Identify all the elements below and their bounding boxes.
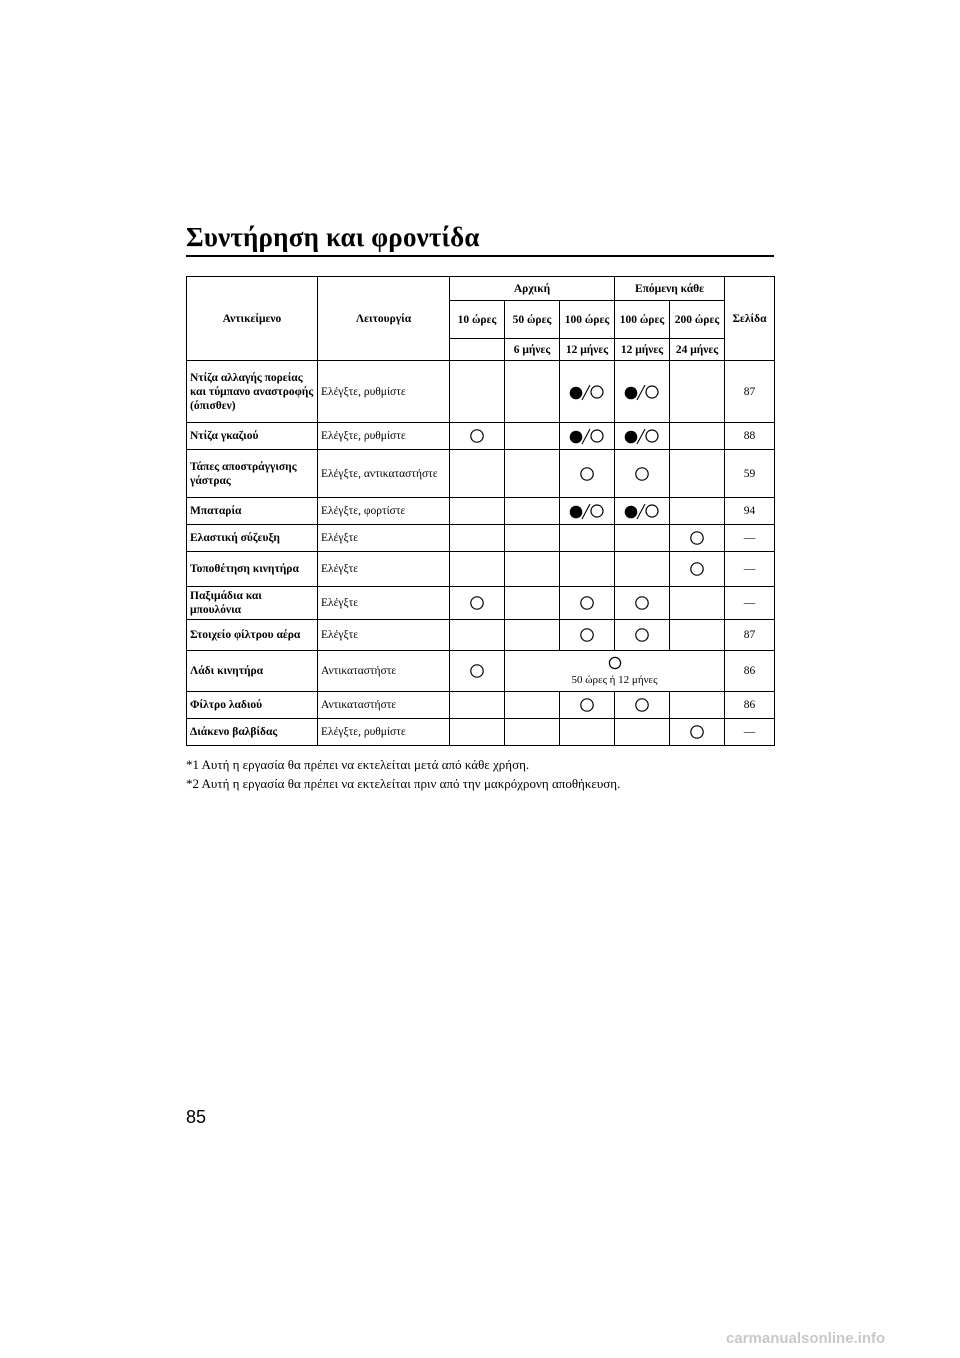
row-item: Ελαστική σύζευξη bbox=[187, 525, 318, 552]
mark-cell bbox=[505, 423, 560, 450]
mark-cell bbox=[670, 498, 725, 525]
mark-cell bbox=[670, 361, 725, 423]
mark-cell bbox=[505, 361, 560, 423]
open-circle-icon bbox=[579, 595, 595, 611]
mark-cell bbox=[450, 423, 505, 450]
header-initial: Αρχική bbox=[450, 277, 615, 301]
mark-cell bbox=[450, 498, 505, 525]
mark-cell bbox=[505, 525, 560, 552]
filled-slash-open-circle-icon bbox=[568, 427, 606, 445]
mark-cell bbox=[670, 587, 725, 620]
row-item: Φίλτρο λαδιού bbox=[187, 692, 318, 719]
open-circle-icon bbox=[634, 595, 650, 611]
mark-cell bbox=[450, 450, 505, 498]
mark-cell bbox=[615, 361, 670, 423]
header-item: Αντικείμενο bbox=[187, 277, 318, 361]
open-circle-icon bbox=[469, 428, 485, 444]
mark-cell bbox=[615, 719, 670, 746]
open-circle-icon bbox=[579, 627, 595, 643]
row-page: 87 bbox=[725, 361, 775, 423]
header-page: Σελίδα bbox=[725, 277, 775, 361]
header-200h-every: 200 ώρες bbox=[670, 301, 725, 339]
row-item: Ντίζα αλλαγής πορείας και τύμπανο αναστροφής (όπισθεν) bbox=[187, 361, 318, 423]
row-item: Παξιμάδια και μπουλόνια bbox=[187, 587, 318, 620]
row-function: Ελέγξτε, αντικαταστήστε bbox=[318, 450, 450, 498]
row-page: — bbox=[725, 719, 775, 746]
mark-cell bbox=[505, 719, 560, 746]
mark-cell bbox=[615, 587, 670, 620]
filled-slash-open-circle-icon bbox=[568, 502, 606, 520]
mark-cell bbox=[615, 692, 670, 719]
mark-cell bbox=[615, 450, 670, 498]
mark-cell bbox=[560, 692, 615, 719]
footnote-2: *2 Αυτή η εργασία θα πρέπει να εκτελείται πριν από την μακρόχρονη αποθήκευση. bbox=[186, 776, 621, 791]
open-circle-icon bbox=[634, 627, 650, 643]
header-24m: 24 μήνες bbox=[670, 339, 725, 361]
open-circle-icon bbox=[634, 697, 650, 713]
row-item: Τάπες αποστράγγισης γάστρας bbox=[187, 450, 318, 498]
row-item: Διάκενο βαλβίδας bbox=[187, 719, 318, 746]
footnote-1: *1 Αυτή η εργασία θα πρέπει να εκτελείται μετά από κάθε χρήση. bbox=[186, 757, 530, 772]
row-item: Μπαταρία bbox=[187, 498, 318, 525]
mark-cell bbox=[670, 719, 725, 746]
mark-cell bbox=[505, 498, 560, 525]
mark-cell bbox=[615, 423, 670, 450]
row-function: Ελέγξτε bbox=[318, 620, 450, 651]
mark-cell bbox=[450, 651, 505, 692]
mark-cell bbox=[450, 587, 505, 620]
row-function: Ελέγξτε bbox=[318, 525, 450, 552]
header-6m: 6 μήνες bbox=[505, 339, 560, 361]
row-function: Ελέγξτε, ρυθμίστε bbox=[318, 361, 450, 423]
mark-cell bbox=[505, 620, 560, 651]
row-function: Ελέγξτε, ρυθμίστε bbox=[318, 719, 450, 746]
page-title: Συντήρηση και φροντίδα bbox=[186, 222, 480, 252]
filled-slash-open-circle-icon bbox=[623, 502, 661, 520]
header-50h: 50 ώρες bbox=[505, 301, 560, 339]
row-function: Ελέγξτε bbox=[318, 552, 450, 587]
filled-slash-open-circle-icon bbox=[568, 383, 606, 401]
row-function: Ελέγξτε bbox=[318, 587, 450, 620]
row-page: 86 bbox=[725, 692, 775, 719]
filled-slash-open-circle-icon bbox=[623, 383, 661, 401]
merged-note: 50 ώρες ή 12 μήνες bbox=[571, 674, 658, 686]
open-circle-icon bbox=[608, 656, 622, 673]
mark-cell bbox=[560, 498, 615, 525]
mark-cell bbox=[450, 552, 505, 587]
mark-cell bbox=[560, 525, 615, 552]
header-12m-initial: 12 μήνες bbox=[560, 339, 615, 361]
mark-cell bbox=[450, 620, 505, 651]
header-10h: 10 ώρες bbox=[450, 301, 505, 339]
open-circle-icon bbox=[689, 561, 705, 577]
title-rule bbox=[186, 255, 774, 257]
mark-cell bbox=[450, 361, 505, 423]
open-circle-icon bbox=[579, 697, 595, 713]
row-page: — bbox=[725, 525, 775, 552]
mark-cell bbox=[670, 450, 725, 498]
mark-cell bbox=[560, 587, 615, 620]
mark-cell bbox=[450, 692, 505, 719]
header-100h-every: 100 ώρες bbox=[615, 301, 670, 339]
mark-cell bbox=[560, 719, 615, 746]
row-page: — bbox=[725, 587, 775, 620]
header-every: Επόμενη κάθε bbox=[615, 277, 725, 301]
row-function: Ελέγξτε, φορτίστε bbox=[318, 498, 450, 525]
mark-cell bbox=[560, 423, 615, 450]
open-circle-icon bbox=[469, 663, 485, 679]
mark-cell bbox=[560, 620, 615, 651]
mark-cell bbox=[670, 692, 725, 719]
mark-cell bbox=[505, 450, 560, 498]
row-page: 59 bbox=[725, 450, 775, 498]
mark-cell bbox=[450, 719, 505, 746]
open-circle-icon bbox=[579, 466, 595, 482]
mark-cell bbox=[670, 525, 725, 552]
open-circle-icon bbox=[469, 595, 485, 611]
mark-cell bbox=[670, 620, 725, 651]
mark-cell bbox=[615, 552, 670, 587]
mark-cell bbox=[615, 620, 670, 651]
mark-cell bbox=[560, 450, 615, 498]
row-function: Αντικαταστήστε bbox=[318, 651, 450, 692]
row-page: — bbox=[725, 552, 775, 587]
maintenance-table bbox=[186, 276, 775, 746]
header-100h-initial: 100 ώρες bbox=[560, 301, 615, 339]
mark-cell bbox=[450, 525, 505, 552]
mark-cell bbox=[505, 552, 560, 587]
row-page: 86 bbox=[725, 651, 775, 692]
row-item: Τοποθέτηση κινητήρα bbox=[187, 552, 318, 587]
mark-cell bbox=[560, 552, 615, 587]
filled-slash-open-circle-icon bbox=[623, 427, 661, 445]
watermark: carmanualsonline.info bbox=[726, 1330, 886, 1347]
row-item: Στοιχείο φίλτρου αέρα bbox=[187, 620, 318, 651]
row-page: 94 bbox=[725, 498, 775, 525]
open-circle-icon bbox=[689, 530, 705, 546]
header-blank bbox=[450, 339, 505, 361]
mark-cell bbox=[670, 552, 725, 587]
row-item: Λάδι κινητήρα bbox=[187, 651, 318, 692]
mark-cell bbox=[615, 498, 670, 525]
mark-cell bbox=[505, 587, 560, 620]
row-item: Ντίζα γκαζιού bbox=[187, 423, 318, 450]
merged-mark-cell bbox=[505, 651, 725, 692]
open-circle-icon bbox=[634, 466, 650, 482]
row-page: 87 bbox=[725, 620, 775, 651]
header-12m-every: 12 μήνες bbox=[615, 339, 670, 361]
mark-cell bbox=[560, 361, 615, 423]
row-function: Αντικαταστήστε bbox=[318, 692, 450, 719]
row-page: 88 bbox=[725, 423, 775, 450]
mark-cell bbox=[505, 692, 560, 719]
row-function: Ελέγξτε, ρυθμίστε bbox=[318, 423, 450, 450]
mark-cell bbox=[615, 525, 670, 552]
page-number: 85 bbox=[186, 1107, 207, 1127]
header-function: Λειτουργία bbox=[318, 277, 450, 361]
mark-cell bbox=[670, 423, 725, 450]
open-circle-icon bbox=[689, 724, 705, 740]
